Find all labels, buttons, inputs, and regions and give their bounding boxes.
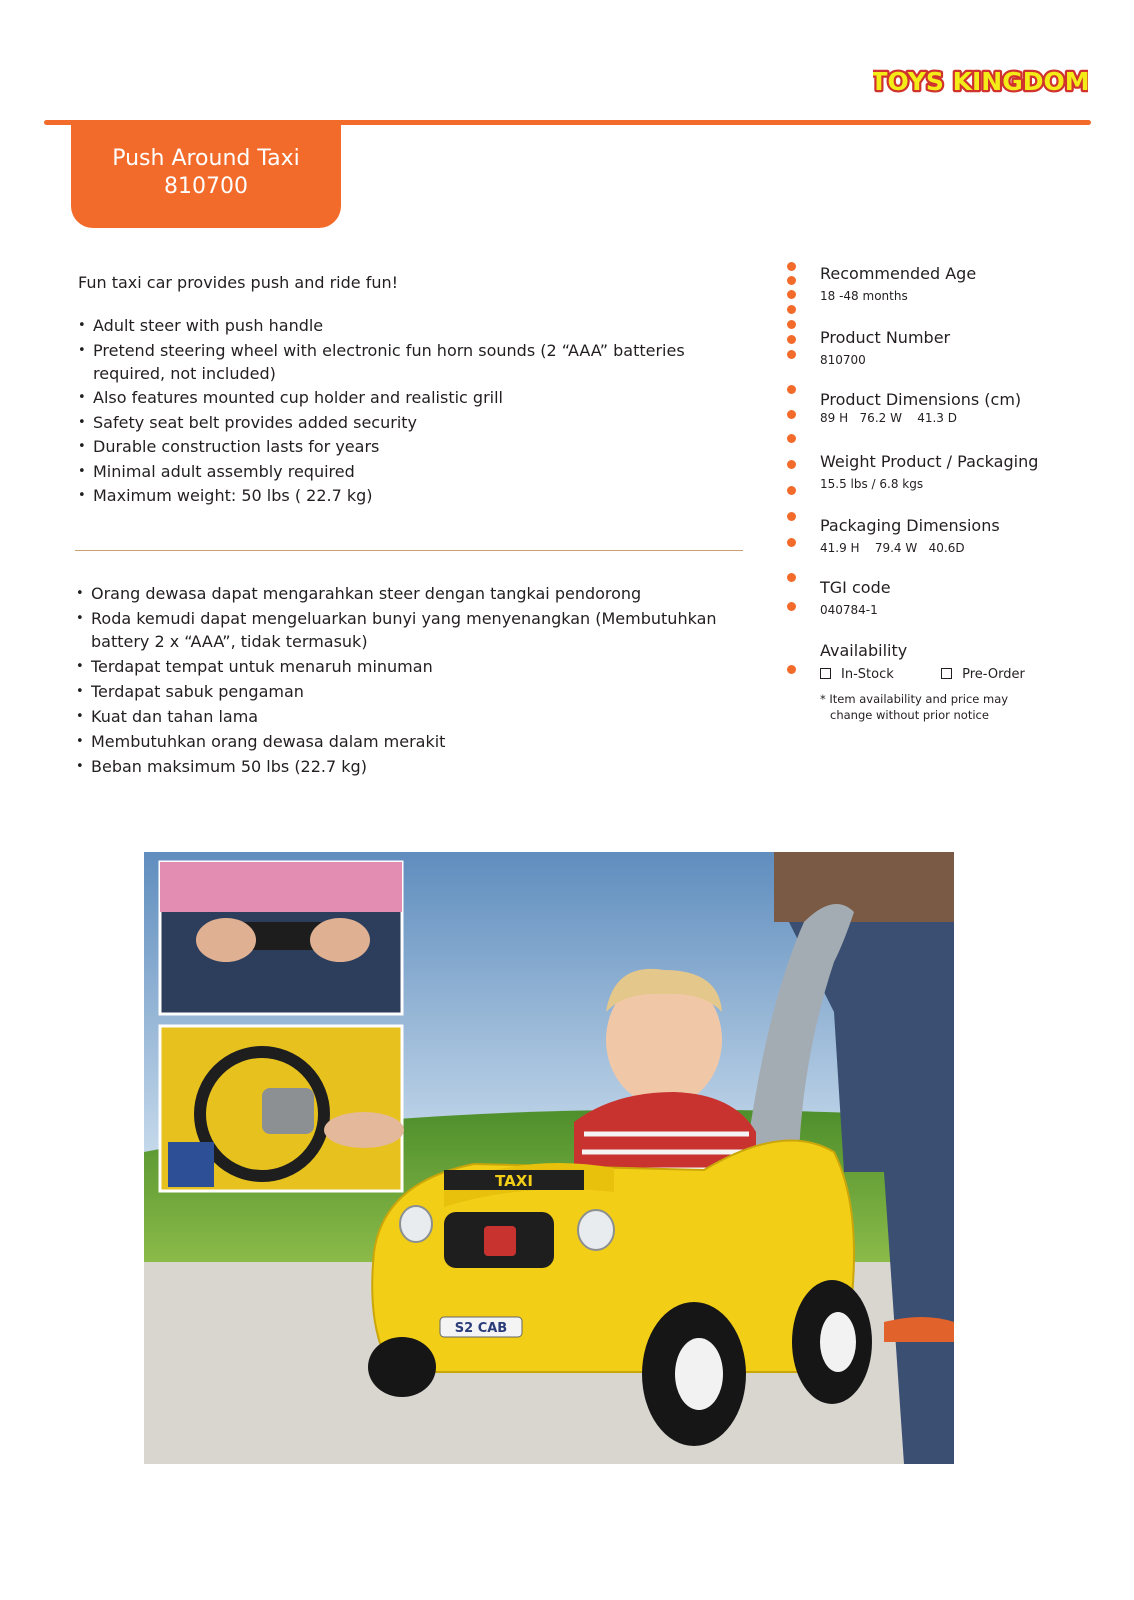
spec-label: Product Dimensions (cm) [820, 390, 1022, 409]
plate-text: S2 CAB [454, 1321, 508, 1336]
adult-shirt [774, 852, 954, 922]
feature-item: • Roda kemudi dapat mengeluarkan bunyi yang menyenangkan (Membutuhkan battery 2 x “AAA”, tidak termasuk) [76, 607, 776, 653]
dot [787, 410, 796, 419]
front-left-wheel [368, 1337, 436, 1397]
dot [787, 276, 796, 285]
section-divider [75, 550, 743, 551]
availability-options [820, 667, 1025, 682]
spec-label: TGI code [820, 578, 891, 597]
dot [787, 602, 796, 611]
dot [787, 385, 796, 394]
features-indonesian [76, 582, 776, 780]
feature-item: • Minimal adult assembly required [78, 460, 748, 483]
toys-kingdom-logo [873, 63, 1088, 97]
adult-shoe [884, 1317, 954, 1342]
spec-packaging-dimensions [820, 516, 1000, 555]
horn-button [262, 1088, 314, 1134]
logo-text: TOYS KINGDOM [873, 67, 1088, 96]
note-line: * Item availability and price may [820, 692, 1009, 706]
dot [787, 350, 796, 359]
dot [787, 305, 796, 314]
features-english [78, 314, 748, 509]
product-photo [144, 852, 954, 1464]
dot [787, 290, 796, 299]
availability-note [820, 691, 1020, 723]
cup-holder [168, 1142, 214, 1187]
in-stock-label: In-Stock [841, 667, 894, 682]
spec-label: Recommended Age [820, 264, 977, 283]
inset-hand [310, 918, 370, 962]
feature-item: • Membutuhkan orang dewasa dalam merakit [76, 730, 776, 753]
spec-product-dimensions [820, 390, 1021, 425]
logo-graphic [873, 63, 1088, 97]
feature-item: • Beban maksimum 50 lbs (22.7 kg) [76, 755, 776, 778]
dot [787, 573, 796, 582]
spec-tgi-code [820, 578, 891, 617]
spec-value: 15.5 lbs / 6.8 kgs [820, 477, 924, 491]
intro-text: Fun taxi car provides push and ride fun! [78, 273, 399, 292]
feature-item: • Adult steer with push handle [78, 314, 748, 337]
spec-value: 41.9 H 79.4 W 40.6D [820, 541, 965, 555]
spec-label: Weight Product / Packaging [820, 452, 1039, 471]
spec-value: 89 H 76.2 W 41.3 D [820, 411, 957, 425]
feature-item: • Also features mounted cup holder and realistic grill [78, 386, 748, 409]
taxi-photo-illustration [144, 852, 954, 1464]
in-stock-checkbox[interactable] [820, 668, 831, 679]
pre-order-option[interactable] [941, 667, 1025, 682]
inset-hand [196, 918, 256, 962]
spec-label: Packaging Dimensions [820, 516, 1000, 535]
spec-label: Product Number [820, 328, 951, 347]
dot [787, 320, 796, 329]
dot [787, 262, 796, 271]
grill-badge [484, 1226, 516, 1256]
spec-value: 040784-1 [820, 603, 878, 617]
feature-item: • Maximum weight: 50 lbs ( 22.7 kg) [78, 484, 748, 507]
spec-product-number [820, 328, 950, 367]
in-stock-option[interactable] [820, 667, 937, 682]
dot [787, 434, 796, 443]
dot [787, 538, 796, 547]
dot [787, 335, 796, 344]
product-name: Push Around Taxi [112, 146, 300, 171]
headlight [578, 1210, 614, 1250]
product-code: 810700 [164, 174, 248, 199]
feature-item: • Terdapat sabuk pengaman [76, 680, 776, 703]
spec-value: 18 -48 months [820, 289, 908, 303]
feature-item: • Kuat dan tahan lama [76, 705, 776, 728]
spec-availability [820, 641, 1025, 682]
feature-item: • Safety seat belt provides added security [78, 411, 748, 434]
dot [787, 512, 796, 521]
pre-order-checkbox[interactable] [941, 668, 952, 679]
headlight [400, 1206, 432, 1242]
hood-taxi-text: TAXI [495, 1172, 533, 1190]
dot [787, 486, 796, 495]
feature-item: • Orang dewasa dapat mengarahkan steer dengan tangkai pendorong [76, 582, 776, 605]
wheel-hub [820, 1312, 856, 1372]
spec-label: Availability [820, 641, 908, 660]
dot [787, 460, 796, 469]
spec-weight [820, 452, 1038, 491]
wheel-hub [675, 1338, 723, 1410]
feature-item: • Durable construction lasts for years [78, 435, 748, 458]
dot [787, 665, 796, 674]
note-line: change without prior notice [830, 708, 989, 722]
pre-order-label: Pre-Order [962, 667, 1025, 682]
inset-shirt [160, 862, 402, 912]
inset-finger [324, 1112, 404, 1148]
feature-item: • Pretend steering wheel with electronic fun horn sounds (2 “AAA” batteries required, not included) [78, 339, 748, 385]
decorative-dot-column [787, 262, 799, 682]
product-title-tab [71, 120, 341, 228]
feature-item: • Terdapat tempat untuk menaruh minuman [76, 655, 776, 678]
spec-age [820, 264, 976, 303]
spec-value: 810700 [820, 353, 866, 367]
